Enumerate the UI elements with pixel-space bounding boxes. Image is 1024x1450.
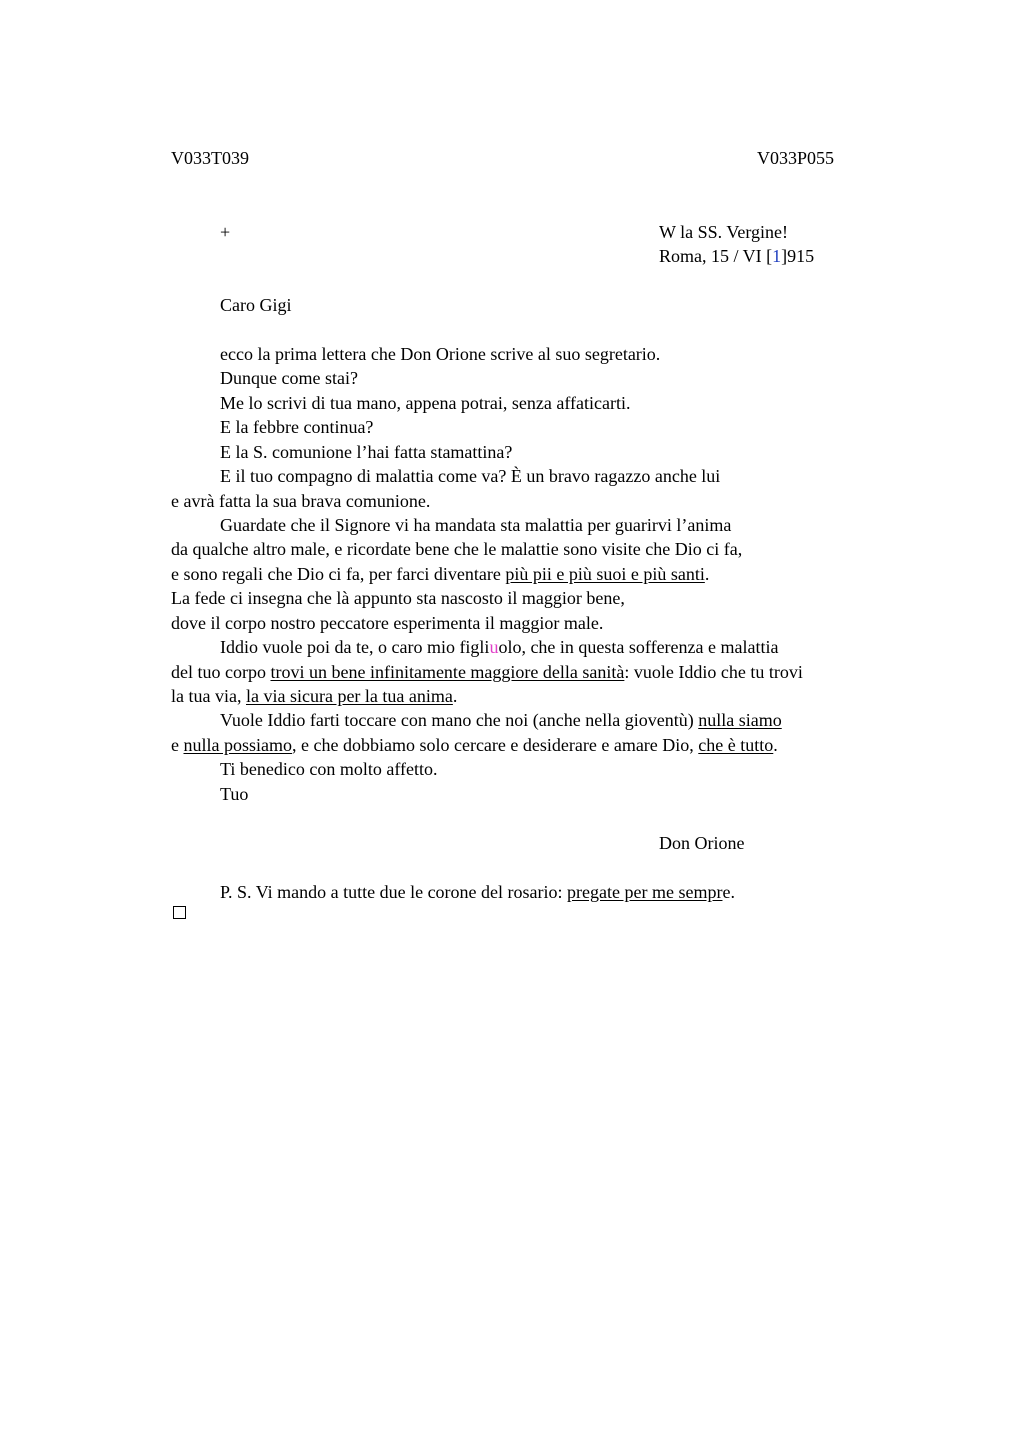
underlined-text: pregate per me sempr — [567, 882, 723, 902]
text-run: Vuole Iddio farti toccare con mano che noi (anche nella gioventù) — [220, 710, 699, 730]
body-line: ecco la prima lettera che Don Orione scrive al suo segretario. — [220, 344, 661, 364]
body-line: Me lo scrivi di tua mano, appena potrai, senza affaticarti. — [220, 393, 631, 413]
text-run: la tua via, — [171, 686, 246, 706]
body-line: Dunque come stai? — [220, 368, 358, 388]
letter-date — [659, 244, 814, 268]
square-outline-icon — [173, 906, 186, 920]
body-line — [171, 733, 778, 757]
cross-mark: + — [220, 222, 231, 242]
body-line — [220, 708, 782, 732]
body-line — [171, 562, 709, 586]
postscript — [220, 880, 735, 904]
closing-line: Ti benedico con molto affetto. — [220, 759, 438, 779]
text-run: . — [452, 686, 458, 706]
body-line: La fede ci insegna che là appunto sta nascosto il maggior bene, — [171, 588, 625, 608]
text-run: : vuole Iddio che tu trovi — [624, 662, 803, 682]
text-run: olo, che in questa sofferenza e malattia — [498, 637, 779, 657]
body-line — [220, 635, 778, 659]
body-line: E la febbre continua? — [220, 417, 374, 437]
underlined-text: più pii e più suoi e più santi — [505, 564, 705, 584]
body-line: E la S. comunione l’hai fatta stamattina? — [220, 442, 513, 462]
editorial-mark: u — [489, 637, 499, 657]
underlined-text: che è tutto — [698, 735, 774, 755]
body-line: E il tuo compagno di malattia come va? È un bravo ragazzo anche lui — [220, 466, 721, 486]
underlined-text: trovi un bene infinitamente maggiore della sanità — [270, 662, 625, 682]
text-run: del tuo corpo — [171, 662, 271, 682]
underlined-text: la via sicura per la tua anima — [245, 686, 453, 706]
date-suffix: ]915 — [781, 246, 815, 266]
signature: Don Orione — [659, 833, 745, 853]
document-code-left: V033T039 — [171, 148, 249, 168]
text-run: . — [704, 564, 710, 584]
text-run: . — [773, 735, 778, 755]
text-run: P. S. Vi mando a tutte due le corone del rosario: — [220, 882, 568, 902]
underlined-text: nulla possiamo — [183, 735, 292, 755]
body-line: da qualche altro male, e ricordate bene che le malattie sono visite che Dio ci fa, — [171, 539, 743, 559]
salutation: Caro Gigi — [220, 295, 292, 315]
document-code-right: V033P055 — [757, 148, 835, 168]
date-bracket-digit: 1 — [772, 246, 782, 266]
body-line: dove il corpo nostro peccatore esperimenta il maggior male. — [171, 613, 604, 633]
body-line — [171, 684, 457, 708]
underlined-text: nulla siamo — [698, 710, 782, 730]
text-run: e sono regali che Dio ci fa, per farci diventare — [171, 564, 506, 584]
text-run: Iddio vuole poi da te, o caro mio figli — [220, 637, 490, 657]
body-line — [171, 660, 803, 684]
text-run: , e che dobbiamo solo cercare e desiderare e amare Dio, — [292, 735, 699, 755]
date-prefix: Roma, 15 / VI [ — [659, 246, 773, 266]
invocation: W la SS. Vergine! — [659, 222, 788, 242]
body-line: e avrà fatta la sua brava comunione. — [171, 491, 431, 511]
closing-tuo: Tuo — [220, 784, 249, 804]
text-run: e — [171, 735, 184, 755]
text-run: e. — [722, 882, 735, 902]
body-line: Guardate che il Signore vi ha mandata sta malattia per guarirvi l’anima — [220, 515, 732, 535]
